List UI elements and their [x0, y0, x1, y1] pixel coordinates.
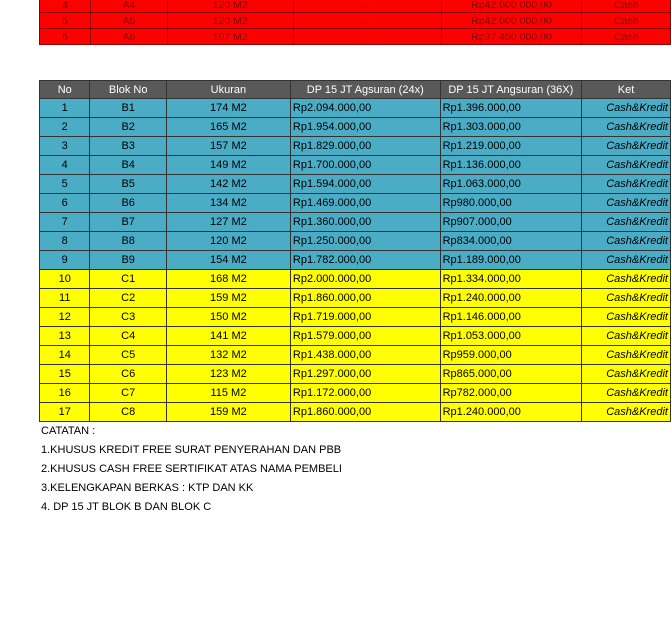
cell-dp36: Rp782.000,00 [440, 384, 581, 403]
block-a-table [39, 0, 671, 45]
cell-no: 3 [40, 137, 90, 156]
table-row [40, 156, 671, 175]
table-header [40, 81, 671, 99]
cell-dp24: Rp1.954.000,00 [290, 118, 440, 137]
cell-ukuran: 150 M2 [166, 308, 290, 327]
cell-dp36: Rp37.450.000,00 [441, 29, 582, 45]
cell-dp24: Rp1.579.000,00 [290, 327, 440, 346]
block-a-row [40, 0, 671, 13]
cell-ket: Cash&Kredit [582, 156, 671, 175]
cell-dp36: Rp1.053.000,00 [440, 327, 581, 346]
cell-dp36: Rp1.303.000,00 [440, 118, 581, 137]
cell-no: 12 [40, 308, 90, 327]
cell-ket: Cash&Kredit [582, 194, 671, 213]
cell-dp24: Rp1.172.000,00 [290, 384, 440, 403]
cell-ket: Cash&Kredit [582, 365, 671, 384]
cell-ukuran: 132 M2 [166, 346, 290, 365]
cell-ket: Cash&Kredit [582, 346, 671, 365]
cell-no: 6 [40, 29, 91, 45]
cell-dp24: Rp1.438.000,00 [290, 346, 440, 365]
cell-blok: C1 [90, 270, 166, 289]
cell-blok: B8 [90, 232, 166, 251]
header-dp24: DP 15 JT Agsuran (24x) [290, 81, 440, 99]
table-row [40, 194, 671, 213]
table-row [40, 327, 671, 346]
cell-no: 13 [40, 327, 90, 346]
notes-list [41, 441, 342, 513]
cell-ukuran: 134 M2 [166, 194, 290, 213]
cell-blok: C8 [90, 403, 166, 422]
cell-dp36: Rp865.000,00 [440, 365, 581, 384]
cell-blok: B5 [90, 175, 166, 194]
cell-blok: C5 [90, 346, 166, 365]
cell-dp36: Rp1.063.000,00 [440, 175, 581, 194]
cell-dp36: Rp980.000,00 [440, 194, 581, 213]
cell-no: 5 [40, 175, 90, 194]
cell-blok: B6 [90, 194, 166, 213]
cell-ukuran: 149 M2 [166, 156, 290, 175]
cell-ket: Cash&Kredit [582, 327, 671, 346]
cell-blok: C3 [90, 308, 166, 327]
cell-no: 8 [40, 232, 90, 251]
cell-dp24: Rp1.297.000,00 [290, 365, 440, 384]
cell-dp36: Rp1.136.000,00 [440, 156, 581, 175]
cell-no: 4 [40, 0, 91, 13]
cell-dp36: Rp1.240.000,00 [440, 289, 581, 308]
cell-ukuran: 154 M2 [166, 251, 290, 270]
table-row [40, 365, 671, 384]
cell-ukuran: 123 M2 [166, 365, 290, 384]
cell-blok: C7 [90, 384, 166, 403]
table-row [40, 175, 671, 194]
cell-ukuran: 120 M2 [167, 0, 293, 13]
table-row [40, 308, 671, 327]
cell-blok: B4 [90, 156, 166, 175]
cell-dp36: Rp1.334.000,00 [440, 270, 581, 289]
cell-no: 1 [40, 99, 90, 118]
cell-blok: C2 [90, 289, 166, 308]
cell-no: 14 [40, 346, 90, 365]
cell-dp24: Rp1.860.000,00 [290, 403, 440, 422]
table-row [40, 137, 671, 156]
notes [41, 422, 342, 513]
cell-ket: Cash&Kredit [582, 384, 671, 403]
header-dp36: DP 15 JT Angsuran (36X) [440, 81, 581, 99]
cell-ukuran: 107 M2 [167, 29, 293, 45]
cell-ukuran: 115 M2 [166, 384, 290, 403]
cell-no: 16 [40, 384, 90, 403]
cell-ket: Cash&Kredit [582, 251, 671, 270]
cell-ukuran: 168 M2 [166, 270, 290, 289]
cell-ket: Cash&Kredit [582, 232, 671, 251]
cell-dp36: Rp42.000.000,00 [441, 13, 582, 29]
cell-no: 9 [40, 251, 90, 270]
cell-ket: Cash&Kredit [582, 308, 671, 327]
table-body [40, 99, 671, 422]
cell-dp36: Rp1.396.000,00 [440, 99, 581, 118]
cell-ukuran: 159 M2 [166, 403, 290, 422]
table-row [40, 251, 671, 270]
cell-ket: Cash&Kredit [582, 213, 671, 232]
cell-ukuran: 174 M2 [166, 99, 290, 118]
cell-blok: B3 [90, 137, 166, 156]
cell-ket: Cash&Kredit [582, 137, 671, 156]
cell-ket: Cash [582, 0, 671, 13]
table-row [40, 232, 671, 251]
cell-no: 5 [40, 13, 91, 29]
block-a-row [40, 29, 671, 45]
cell-no: 10 [40, 270, 90, 289]
cell-ukuran: 120 M2 [167, 13, 293, 29]
table-row [40, 118, 671, 137]
cell-blok: C6 [90, 365, 166, 384]
cell-dp24: Rp1.360.000,00 [290, 213, 440, 232]
cell-ukuran: 159 M2 [166, 289, 290, 308]
cell-blok: B1 [90, 99, 166, 118]
cell-no: 7 [40, 213, 90, 232]
cell-dp24: Rp2.094.000,00 [290, 99, 440, 118]
cell-ket: Cash&Kredit [582, 118, 671, 137]
cell-ket: Cash&Kredit [582, 403, 671, 422]
cell-blok: B7 [90, 213, 166, 232]
table-row [40, 403, 671, 422]
cell-dp24: Rp1.250.000,00 [290, 232, 440, 251]
block-a-body [40, 0, 671, 45]
table-row [40, 270, 671, 289]
cell-dp36: Rp1.240.000,00 [440, 403, 581, 422]
header-blok: Blok No [90, 81, 166, 99]
cell-ukuran: 127 M2 [166, 213, 290, 232]
cell-ukuran: 141 M2 [166, 327, 290, 346]
cell-ket: Cash&Kredit [582, 99, 671, 118]
cell-dp24: Rp1.829.000,00 [290, 137, 440, 156]
cell-ket: Cash&Kredit [582, 175, 671, 194]
cell-ukuran: 120 M2 [166, 232, 290, 251]
table-row [40, 346, 671, 365]
cell-ket: Cash&Kredit [582, 289, 671, 308]
header-ukuran: Ukuran [166, 81, 290, 99]
cell-dp36: Rp834.000,00 [440, 232, 581, 251]
cell-dp24: Rp1.782.000,00 [290, 251, 440, 270]
cell-dp24: Rp1.469.000,00 [290, 194, 440, 213]
cell-ukuran: 157 M2 [166, 137, 290, 156]
cell-ukuran: 165 M2 [166, 118, 290, 137]
cell-dp24: - [293, 13, 441, 29]
cell-dp36: Rp959.000,00 [440, 346, 581, 365]
cell-dp24: - [293, 0, 441, 13]
cell-dp24: Rp1.594.000,00 [290, 175, 440, 194]
table-row [40, 213, 671, 232]
note-item: 2.KHUSUS CASH FREE SERTIFIKAT ATAS NAMA PEMBELI [41, 463, 342, 475]
cell-blok: C4 [90, 327, 166, 346]
block-a-row [40, 13, 671, 29]
header-ket: Ket [582, 81, 671, 99]
cell-no: 17 [40, 403, 90, 422]
cell-ket: Cash [582, 13, 671, 29]
cell-dp36: Rp1.146.000,00 [440, 308, 581, 327]
cell-no: 4 [40, 156, 90, 175]
cell-dp24: Rp1.700.000,00 [290, 156, 440, 175]
cell-no: 15 [40, 365, 90, 384]
cell-blok: A5 [91, 13, 168, 29]
table-row [40, 289, 671, 308]
cell-no: 6 [40, 194, 90, 213]
cell-no: 11 [40, 289, 90, 308]
cell-blok: B2 [90, 118, 166, 137]
cell-dp36: Rp1.189.000,00 [440, 251, 581, 270]
note-item: 1.KHUSUS KREDIT FREE SURAT PENYERAHAN DAN PBB [41, 444, 342, 456]
cell-no: 2 [40, 118, 90, 137]
table-row [40, 384, 671, 403]
price-table [39, 80, 671, 422]
header-no: No [40, 81, 90, 99]
cell-blok: A6 [91, 29, 168, 45]
cell-blok: B9 [90, 251, 166, 270]
cell-dp36: Rp1.219.000,00 [440, 137, 581, 156]
cell-blok: A4 [91, 0, 168, 13]
cell-dp24: Rp1.719.000,00 [290, 308, 440, 327]
table-row [40, 99, 671, 118]
cell-ukuran: 142 M2 [166, 175, 290, 194]
cell-ket: Cash&Kredit [582, 270, 671, 289]
cell-dp24: Rp1.860.000,00 [290, 289, 440, 308]
cell-dp36: Rp42.000.000,00 [441, 0, 582, 13]
cell-dp24: Rp2.000.000,00 [290, 270, 440, 289]
cell-dp24: - [293, 29, 441, 45]
cell-dp36: Rp907.000,00 [440, 213, 581, 232]
cell-ket: Cash [582, 29, 671, 45]
note-item: 3.KELENGKAPAN BERKAS : KTP DAN KK [41, 482, 254, 494]
notes-title: CATATAN : [41, 425, 96, 437]
note-item: 4. DP 15 JT BLOK B DAN BLOK C [41, 501, 212, 513]
